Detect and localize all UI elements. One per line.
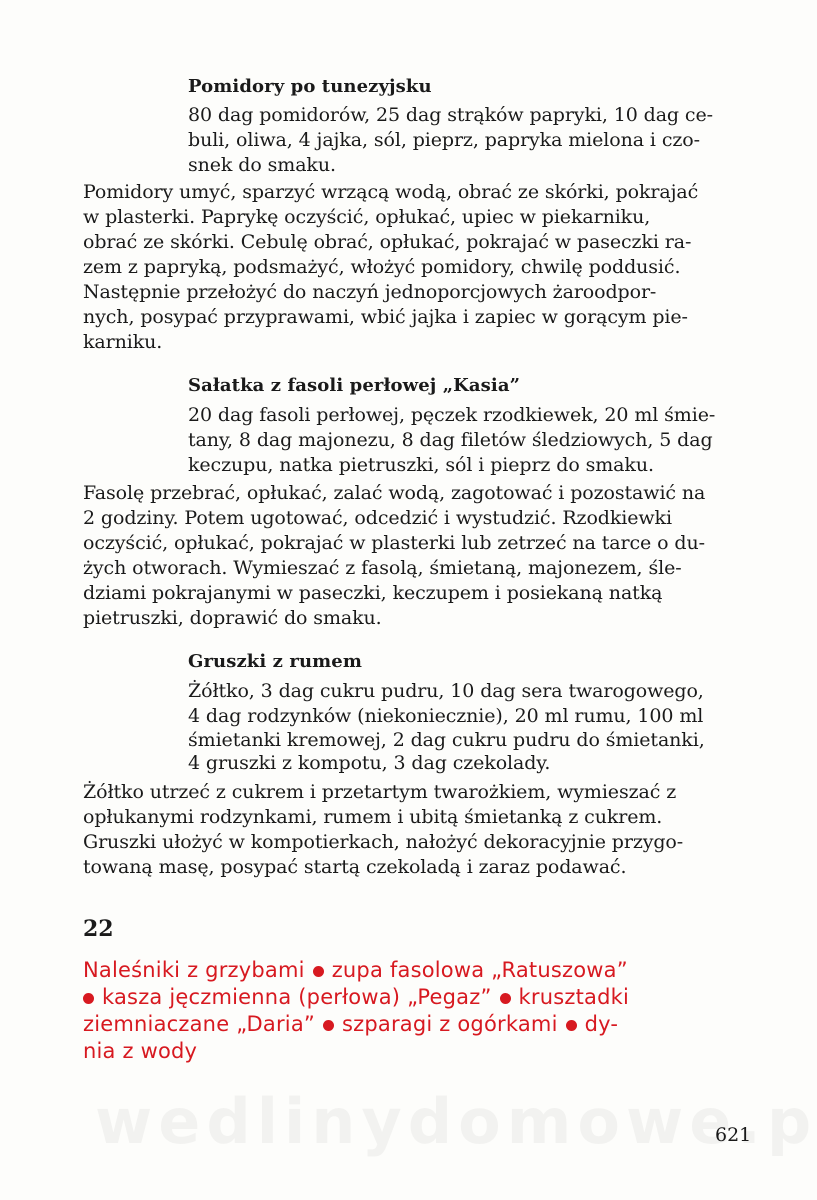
method-line: Następnie przełożyć do naczyń jednoporcjowych żaroodpor- [83,281,657,303]
menu-line [83,1012,618,1036]
method-line: Żółtko utrzeć z cukrem i przetartym twarożkiem, wymieszać z [83,781,677,803]
method-line: dziami pokrajanymi w paseczki, keczupem i posiekaną natką [83,582,663,604]
method-line: obrać ze skórki. Cebulę obrać, opłukać, pokrajać w paseczki ra- [83,231,692,253]
method-line: oczyścić, opłukać, pokrajać w plasterki lub zetrzeć na tarce o du- [83,532,705,554]
method-line: Gruszki ułożyć w kompotierkach, nałożyć dekoracyjnie przygo- [83,831,684,853]
menu-item: krusztadki [518,985,630,1009]
ingredient-line: Żółtko, 3 dag cukru pudru, 10 dag sera twarogowego, [188,680,704,702]
recipe-title: Gruszki z rumem [188,651,362,672]
bullet-dot-icon [313,966,324,977]
ingredient-line: 4 gruszki z kompotu, 3 dag czekolady. [188,752,551,774]
section-number: 22 [83,916,114,942]
ingredient-line: buli, oliwa, 4 jajka, sól, pieprz, papryka mielona i czo- [188,129,700,151]
menu-item: Naleśniki z grzybami [83,958,305,982]
menu-item: ziemniaczane „Daria” [83,1012,315,1036]
method-line: 2 godziny. Potem ugotować, odcedzić i wystudzić. Rzodkiewki [83,507,672,529]
recipe-title: Sałatka z fasoli perłowej „Kasia” [188,375,521,396]
menu-item: szparagi z ogórkami [341,1012,558,1036]
menu-line [83,1039,197,1063]
ingredient-line: tany, 8 dag majonezu, 8 dag filetów śledziowych, 5 dag [188,429,713,451]
method-line: zem z papryką, podsmażyć, włożyć pomidory, chwilę poddusić. [83,256,681,278]
ingredient-line: 80 dag pomidorów, 25 dag strąków papryki, 10 dag ce- [188,104,713,126]
bullet-dot-icon [500,993,511,1004]
method-line: opłukanymi rodzynkami, rumem i ubitą śmietanką z cukrem. [83,806,663,828]
menu-item: kasza jęczmienna (perłowa) „Pegaz” [102,985,492,1009]
method-line: Pomidory umyć, sparzyć wrzącą wodą, obrać ze skórki, pokrajać [83,181,699,203]
method-line: towaną masę, posypać startą czekoladą i zaraz podawać. [83,856,627,878]
bullet-dot-icon [83,993,94,1004]
ingredient-line: keczupu, natka pietruszki, sól i pieprz do smaku. [188,454,654,476]
method-line: w plasterki. Paprykę oczyścić, opłukać, upiec w piekarniku, [83,206,651,228]
ingredient-line: 20 dag fasoli perłowej, pęczek rzodkiewek, 20 ml śmie- [188,404,716,426]
method-line: Fasolę przebrać, opłukać, zalać wodą, zagotować i pozostawić na [83,482,706,504]
ingredient-line: 4 dag rodzynków (niekoniecznie), 20 ml rumu, 100 ml [188,705,704,727]
ingredient-line: śmietanki kremowej, 2 dag cukru pudru do śmietanki, [188,729,705,751]
watermark [95,1085,817,1158]
page-number: 621 [715,1124,752,1146]
method-line: nych, posypać przyprawami, wbić jajka i zapiec w gorącym pie- [83,306,688,328]
bullet-dot-icon [566,1020,577,1031]
method-line: karniku. [83,331,163,353]
recipe-title: Pomidory po tunezyjsku [188,76,432,97]
menu-item: zupa fasolowa „Ratuszowa” [331,958,628,982]
bullet-dot-icon [323,1020,334,1031]
menu-line [83,958,628,982]
method-line: żych otworach. Wymieszać z fasolą, śmietaną, majonezem, śle- [83,557,682,579]
method-line: pietruszki, doprawić do smaku. [83,607,382,629]
menu-item: nia z wody [83,1039,198,1063]
menu-line [83,985,629,1009]
ingredient-line: snek do smaku. [188,154,336,176]
menu-item: dy- [584,1012,619,1036]
